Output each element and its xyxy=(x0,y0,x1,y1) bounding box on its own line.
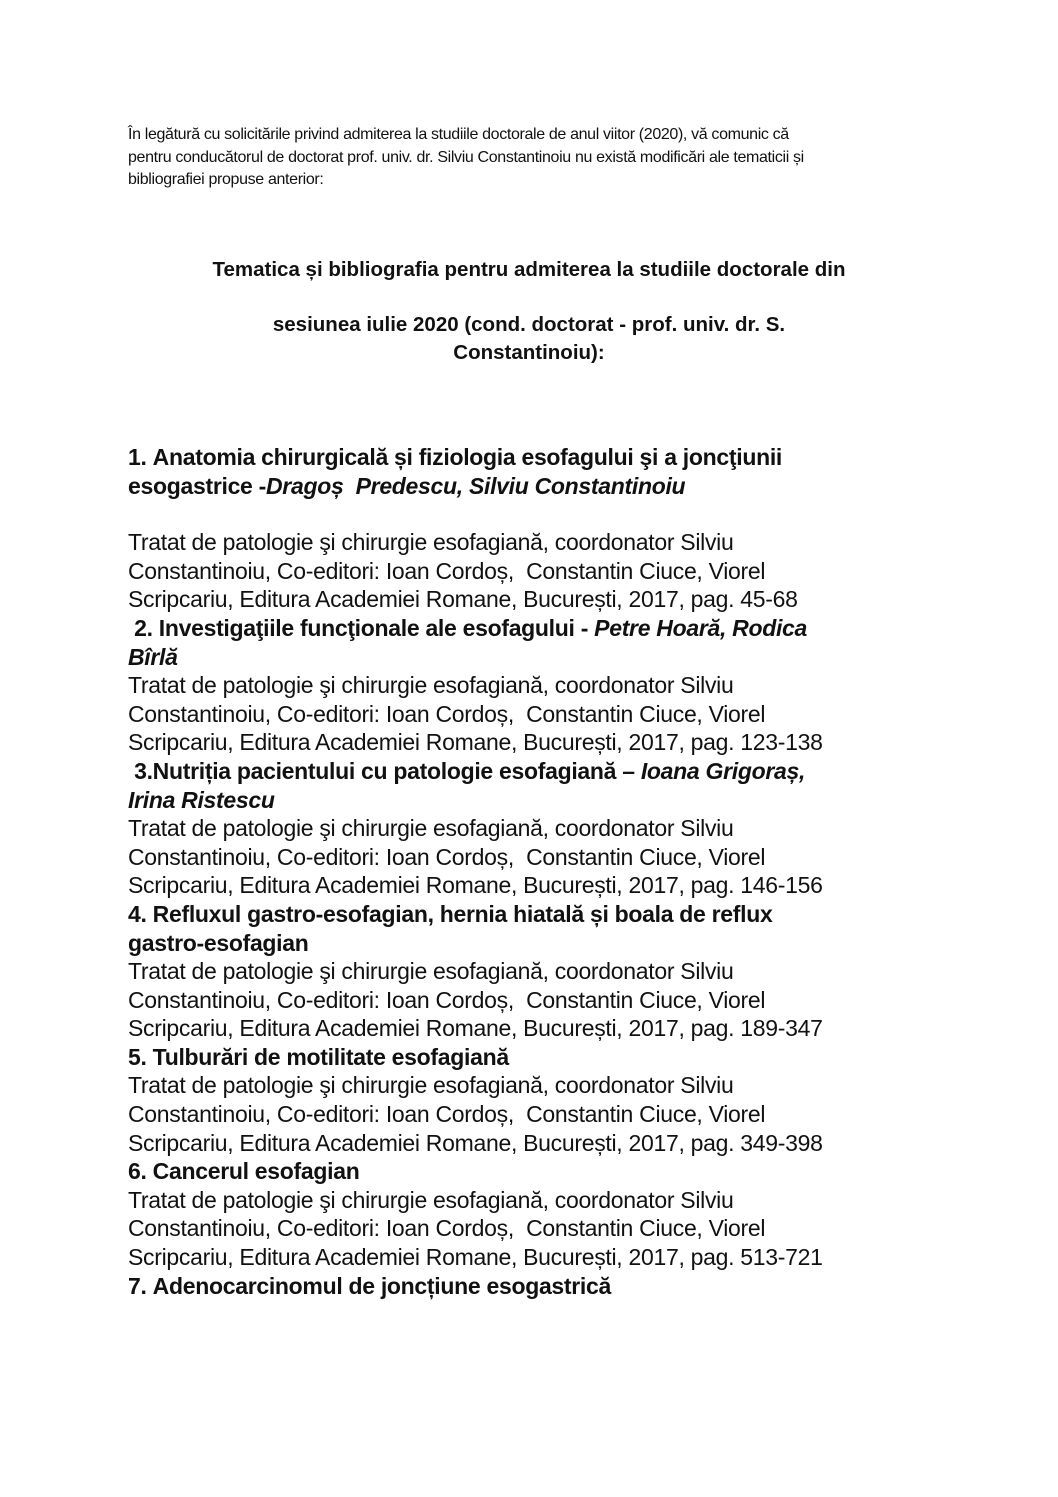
item-authors: Bîrlă xyxy=(128,643,178,670)
document-title-line-2: sesiunea iulie 2020 (cond. doctorat - prof. univ. dr. S. xyxy=(272,313,786,336)
item-title: 2. Investigaţiile funcţionale ale esofagului - xyxy=(128,614,595,641)
document-title-line-1: Tematica și bibliografia pentru admiterea la studiile doctorale din xyxy=(212,258,846,281)
item-heading-line xyxy=(128,1272,823,1301)
item-heading-line xyxy=(128,929,823,958)
bibliography-item xyxy=(128,1157,823,1271)
item-heading-line xyxy=(128,1043,823,1072)
item-title: esogastrice - xyxy=(128,472,266,499)
item-reference-line: Constantinoiu, Co-editori: Ioan Cordoș, Constantin Ciuce, Viorel xyxy=(128,843,766,870)
item-authors: Petre Hoară, Rodica xyxy=(594,614,808,641)
item-title: 3.Nutriția pacientului cu patologie esofagiană – xyxy=(128,757,641,784)
item-authors: Irina Ristescu xyxy=(128,786,275,813)
item-reference-line: Tratat de patologie şi chirurgie esofagiană, coordonator Silviu xyxy=(128,672,734,699)
item-reference-line: Scripcariu, Editura Academiei Romane, București, 2017, pag. 146-156 xyxy=(128,872,823,899)
item-title: 6. Cancerul esofagian xyxy=(128,1158,360,1185)
bibliography-item xyxy=(128,443,823,614)
item-heading-line xyxy=(128,643,823,672)
item-heading-line xyxy=(128,757,823,786)
item-reference-line: Scripcariu, Editura Academiei Romane, București, 2017, pag. 189-347 xyxy=(128,1015,823,1042)
intro-line: În legătură cu solicitările privind admiterea la studiile doctorale de anul viitor (2020), vă comunic că xyxy=(128,126,789,143)
intro-line: pentru conducătorul de doctorat prof. univ. dr. Silviu Constantinoiu nu există modificări ale tematicii și xyxy=(128,148,804,166)
item-title: 4. Refluxul gastro-esofagian, hernia hiatală și boala de reflux xyxy=(128,900,773,927)
item-heading-line xyxy=(128,443,823,472)
item-heading-line xyxy=(128,786,823,815)
item-reference-line: Tratat de patologie şi chirurgie esofagiană, coordonator Silviu xyxy=(128,1186,734,1213)
item-title: 5. Tulburări de motilitate esofagiană xyxy=(128,1043,509,1070)
item-reference-line: Constantinoiu, Co-editori: Ioan Cordoș, Constantin Ciuce, Viorel xyxy=(128,700,766,727)
item-reference-line: Constantinoiu, Co-editori: Ioan Cordoș, Constantin Ciuce, Viorel xyxy=(128,1215,766,1242)
item-reference-line: Constantinoiu, Co-editori: Ioan Cordoș, Constantin Ciuce, Viorel xyxy=(128,986,766,1013)
intro-line: bibliografiei propuse anterior: xyxy=(128,171,324,188)
item-reference-line: Constantinoiu, Co-editori: Ioan Cordoș, Constantin Ciuce, Viorel xyxy=(128,557,766,584)
bibliography-item xyxy=(128,614,823,757)
item-title: 7. Adenocarcinomul de joncțiune esogastrică xyxy=(128,1272,612,1299)
item-authors: Ioana Grigoraș, xyxy=(640,757,806,784)
item-reference-line: Tratat de patologie şi chirurgie esofagiană, coordonator Silviu xyxy=(128,529,734,556)
bibliography-item xyxy=(128,1272,823,1301)
item-heading-line xyxy=(128,900,823,929)
bibliography-item xyxy=(128,757,823,900)
intro-paragraph xyxy=(128,124,804,192)
item-reference-line: Tratat de patologie şi chirurgie esofagiană, coordonator Silviu xyxy=(128,815,734,842)
item-title: 1. Anatomia chirurgicală și fiziologia esofagului şi a joncţiunii xyxy=(128,444,783,470)
item-reference-line: Tratat de patologie şi chirurgie esofagiană, coordonator Silviu xyxy=(128,1072,734,1099)
document-title-line-3: Constantinoiu): xyxy=(453,341,605,364)
item-authors: Dragoș Predescu, Silviu Constantinoiu xyxy=(266,472,686,499)
bibliography-list xyxy=(128,443,823,1300)
item-heading-line xyxy=(128,614,823,643)
item-reference-line: Constantinoiu, Co-editori: Ioan Cordoș, Constantin Ciuce, Viorel xyxy=(128,1101,766,1128)
item-reference-line: Tratat de patologie şi chirurgie esofagiană, coordonator Silviu xyxy=(128,958,734,985)
item-reference-line: Scripcariu, Editura Academiei Romane, București, 2017, pag. 513-721 xyxy=(128,1244,823,1271)
item-heading-line xyxy=(128,1157,823,1186)
item-reference-line: Scripcariu, Editura Academiei Romane, București, 2017, pag. 123-138 xyxy=(128,729,823,756)
item-reference-line: Scripcariu, Editura Academiei Romane, București, 2017, pag. 349-398 xyxy=(128,1129,823,1156)
bibliography-item xyxy=(128,1043,823,1157)
item-heading-line xyxy=(128,472,823,501)
item-title: gastro-esofagian xyxy=(128,929,309,956)
bibliography-item xyxy=(128,900,823,1043)
item-reference-line: Scripcariu, Editura Academiei Romane, București, 2017, pag. 45-68 xyxy=(128,586,798,613)
